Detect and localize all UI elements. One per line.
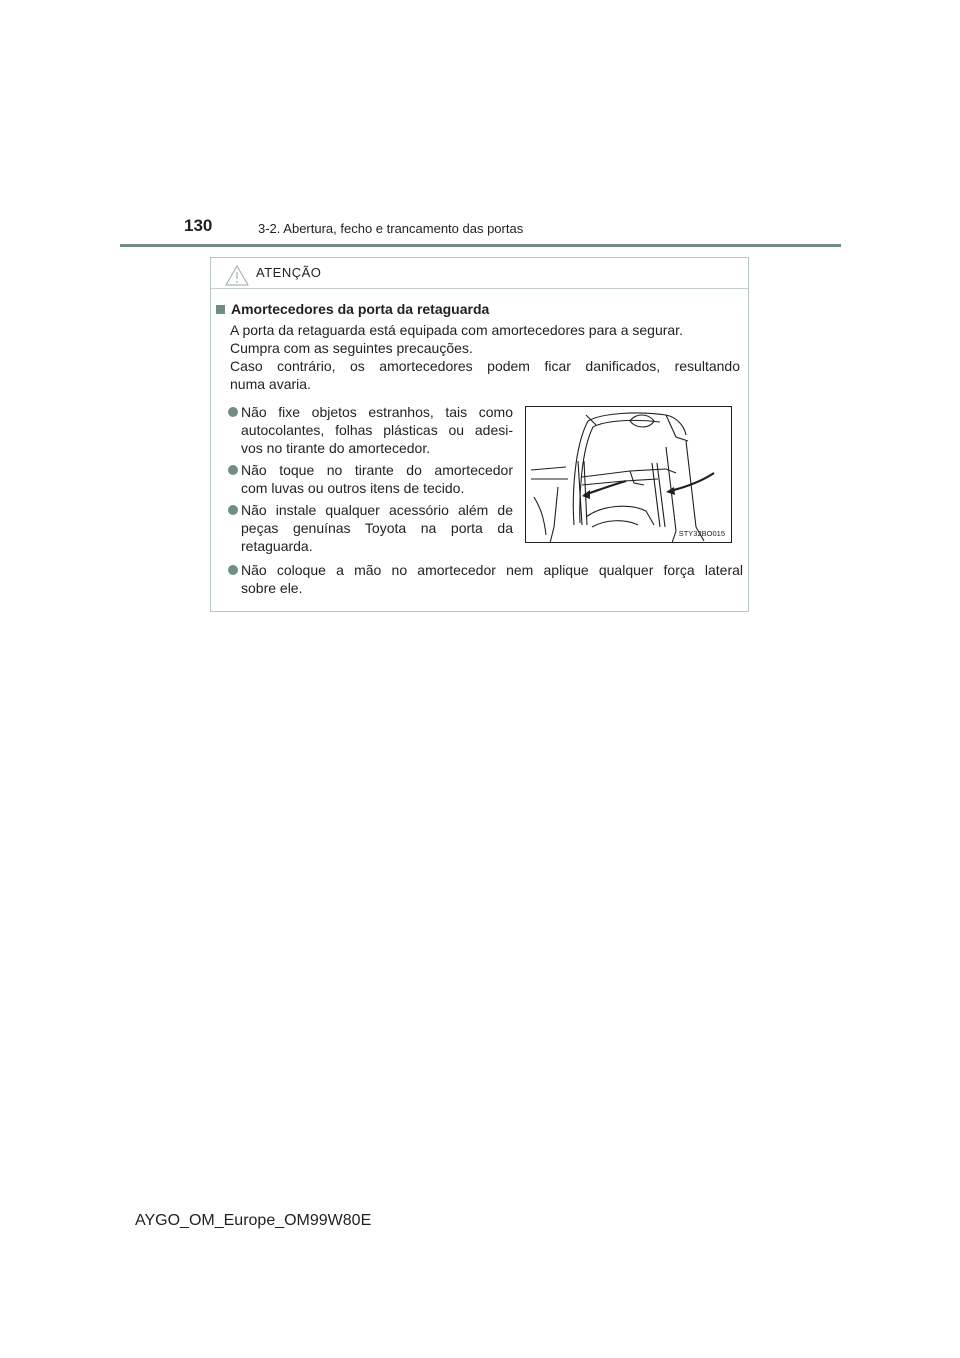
list-item-line: Não instale qualquer acessório além de [241, 502, 513, 518]
warning-header [211, 258, 748, 289]
intro-line-4: numa avaria. [230, 376, 311, 392]
list-item-line: Não fixe objetos estranhos, tais como [241, 404, 513, 420]
round-bullet-icon [228, 565, 238, 575]
round-bullet-icon [228, 505, 238, 515]
document-code: AYGO_OM_Europe_OM99W80E [135, 1212, 372, 1229]
section-title: 3-2. Abertura, fecho e trancamento das portas [258, 221, 524, 236]
list-item-line: peças genuínas Toyota na porta da [241, 520, 513, 536]
square-bullet-icon [216, 305, 225, 314]
list-item-line: Não coloque a mão no amortecedor nem aplique qualquer força lateral [241, 562, 743, 578]
list-item-line: vos no tirante do amortecedor. [241, 440, 431, 456]
warning-heading [216, 301, 489, 317]
tailgate-damper-illustration [525, 406, 732, 543]
intro-line-3: Caso contrário, os amortecedores podem ficar danificados, resultando [230, 358, 740, 374]
intro-line-1: A porta da retaguarda está equipada com amortecedores para a segurar. [230, 322, 683, 338]
open-tailgate-drawing [526, 407, 732, 543]
round-bullet-icon [228, 407, 238, 417]
intro-line-2: Cumpra com as seguintes precauções. [230, 340, 473, 356]
list-item-line: retaguarda. [241, 538, 313, 554]
header-rule [120, 244, 841, 247]
round-bullet-icon [228, 465, 238, 475]
warning-label: ATENÇÃO [256, 265, 322, 280]
list-item-line: Não toque no tirante do amortecedor [241, 462, 513, 478]
warning-heading-text: Amortecedores da porta da retaguarda [231, 301, 490, 317]
list-item-line: autocolantes, folhas plásticas ou adesi- [241, 422, 513, 438]
list-item-line: sobre ele. [241, 580, 303, 596]
list-item-line: com luvas ou outros itens de tecido. [241, 480, 465, 496]
warning-triangle-icon [225, 265, 249, 286]
figure-code: STY32BO015 [678, 529, 725, 538]
page-number: 130 [184, 216, 213, 235]
